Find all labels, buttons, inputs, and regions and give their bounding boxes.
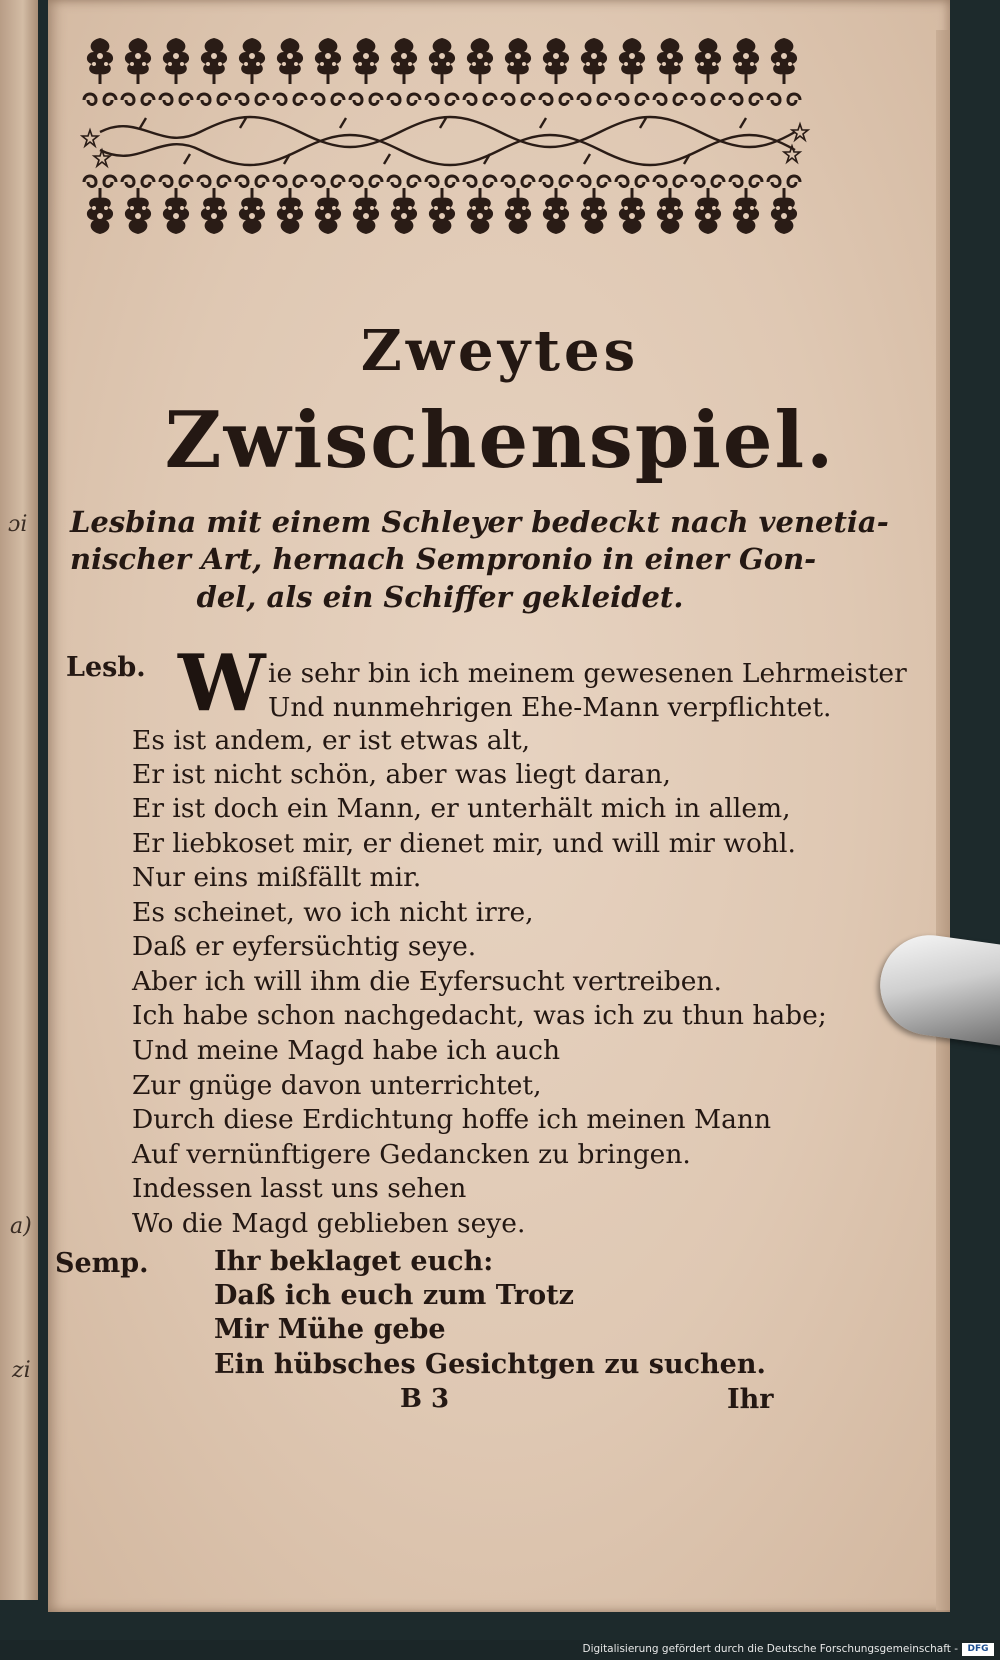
verse-line: Ein hübsches Gesichtgen zu suchen. xyxy=(214,1349,766,1380)
verse-line: Nur eins mißfällt mir. xyxy=(132,862,422,893)
leaf-row-bottom xyxy=(87,188,797,234)
speaker-sempronio: Semp. xyxy=(55,1248,149,1279)
stage-direction-line: del, als ein Schiffer gekleidet. xyxy=(196,580,684,614)
stage-direction-line: nischer Art, hernach Sempronio in einer Gon- xyxy=(70,542,817,576)
speaker-lesbina: Lesb. xyxy=(66,652,146,683)
scroll-band-top xyxy=(84,94,800,105)
margin-fragment: zi xyxy=(12,1358,31,1383)
title-line-1: Zweytes xyxy=(360,318,640,384)
scroll-band-bottom xyxy=(84,176,800,187)
title-line-2: Zwischenspiel. xyxy=(164,395,836,486)
verse-line: Indessen lasst uns sehen xyxy=(132,1173,467,1204)
verse-line: Es scheinet, wo ich nicht irre, xyxy=(132,897,534,928)
verse-line: Zur gnüge davon unterrichtet, xyxy=(132,1070,542,1101)
page-right-edge xyxy=(936,30,950,1610)
drop-cap: W xyxy=(178,638,266,729)
verse-line: Daß ich euch zum Trotz xyxy=(214,1280,574,1311)
verse-line: Durch diese Erdichtung hoffe ich meinen Mann xyxy=(132,1104,772,1135)
verse-line: Ich habe schon nachgedacht, was ich zu thun habe; xyxy=(132,1000,827,1031)
verse-line: Und nunmehrigen Ehe-Mann verpflichtet. xyxy=(268,692,832,723)
margin-fragment: ɔi xyxy=(8,512,28,537)
ornament-headpiece xyxy=(80,32,815,242)
stage-direction-line: Lesbina mit einem Schleyer bedeckt nach venetia- xyxy=(70,505,889,539)
verse-line: Wo die Magd geblieben seye. xyxy=(132,1208,526,1239)
verse-line: Daß er eyfersüchtig seye. xyxy=(132,931,477,962)
verse-line: Ihr beklaget euch: xyxy=(214,1246,494,1277)
leaf-row-top xyxy=(87,38,797,84)
verse-line: Er ist nicht schön, aber was liegt daran, xyxy=(132,759,671,790)
catchword: Ihr xyxy=(727,1384,774,1415)
verse-line: ie sehr bin ich meinem gewesenen Lehrmeister xyxy=(268,658,907,689)
verse-line: Er ist doch ein Mann, er unterhält mich in allem, xyxy=(132,793,791,824)
verse-line: Er liebkoset mir, er dienet mir, und will mir wohl. xyxy=(132,828,796,859)
verse-line: Es ist andem, er ist etwas alt, xyxy=(132,725,531,756)
star-ornament xyxy=(82,130,98,146)
verse-line: Aber ich will ihm die Eyfersucht vertreiben. xyxy=(132,966,722,997)
dfg-logo: DFG xyxy=(962,1643,994,1656)
verse-line: Mir Mühe gebe xyxy=(214,1314,446,1345)
arabesque-band xyxy=(100,117,795,165)
verse-line: Und meine Magd habe ich auch xyxy=(132,1035,561,1066)
star-ornament xyxy=(784,146,800,162)
footer-credit: Digitalisierung gefördert durch die Deutsche Forschungsgemeinschaft - xyxy=(582,1643,958,1655)
verse-line: Auf vernünftigere Gedancken zu bringen. xyxy=(132,1139,691,1170)
adjacent-page-edge xyxy=(0,0,38,1600)
signature-mark: B 3 xyxy=(400,1384,450,1414)
margin-fragment: a) xyxy=(10,1214,32,1239)
star-ornament xyxy=(792,124,808,140)
